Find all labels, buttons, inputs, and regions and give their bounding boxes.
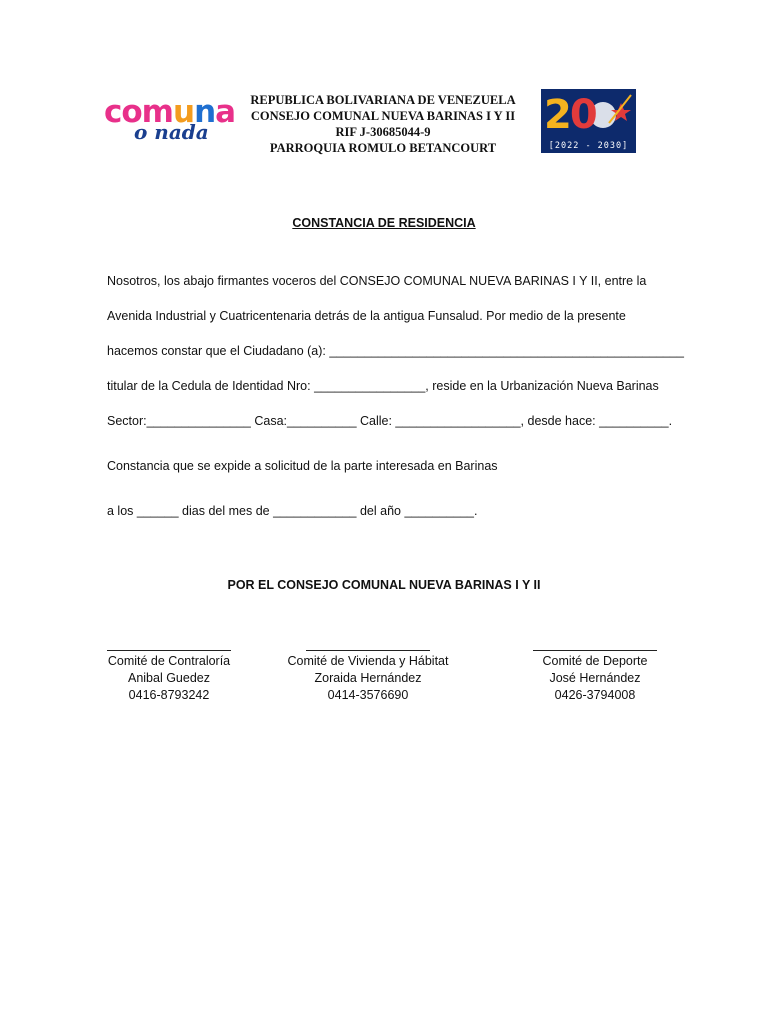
plan-2030-logo xyxy=(541,89,636,153)
header-line-4: PARROQUIA ROMULO BETANCOURT xyxy=(269,141,497,155)
header-line-1: REPUBLICA BOLIVARIANA DE VENEZUELA xyxy=(250,93,516,107)
comuna-logo-word: comuna xyxy=(104,94,236,130)
signature-committee: Comité de Contraloría xyxy=(107,654,231,668)
body-line-3: hacemos constar que el Ciudadano (a): ___________________________________________________ xyxy=(107,344,684,358)
signature-line xyxy=(107,637,231,651)
signature-block-deporte xyxy=(510,637,680,704)
signature-phone: 0416-8793242 xyxy=(128,688,210,702)
signature-line xyxy=(533,637,657,651)
signature-committee: Comité de Vivienda y Hábitat xyxy=(287,654,449,668)
signature-block-contraloria xyxy=(84,637,254,704)
body-line-6: Constancia que se expide a solicitud de la parte interesada en Barinas xyxy=(107,459,498,473)
comuna-o-nada-logo xyxy=(104,96,236,146)
body-line-4: titular de la Cedula de Identidad Nro: ________________, reside en la Urbanización Nueva Barinas xyxy=(107,379,659,393)
header-line-3: RIF J-30685044-9 xyxy=(335,125,431,139)
logo-tagline: o nada xyxy=(134,120,209,144)
signature-committee: Comité de Deporte xyxy=(542,654,648,668)
logo-years: [2022 - 2030] xyxy=(548,141,629,151)
document-title: CONSTANCIA DE RESIDENCIA xyxy=(292,216,476,230)
body-line-7: a los ______ dias del mes de ____________ del año __________. xyxy=(107,504,478,518)
body-line-2: Avenida Industrial y Cuatricentenaria detrás de la antigua Funsalud. Por medio de la presente xyxy=(107,309,626,323)
signature-phone: 0414-3576690 xyxy=(327,688,409,702)
document-header xyxy=(240,92,526,156)
body-line-5: Sector:_______________ Casa:__________ Calle: __________________, desde hace: __________. xyxy=(107,414,673,428)
signature-name: Zoraida Hernández xyxy=(314,671,422,685)
signature-name: Anibal Guedez xyxy=(127,671,210,685)
header-line-2: CONSEJO COMUNAL NUEVA BARINAS I Y II xyxy=(250,109,516,123)
signature-block-vivienda xyxy=(278,637,458,704)
footer-title: POR EL CONSEJO COMUNAL NUEVA BARINAS I Y II xyxy=(227,578,541,592)
logo-number: 20 xyxy=(544,92,596,138)
signature-name: José Hernández xyxy=(549,671,641,685)
signature-line xyxy=(306,637,430,651)
signature-phone: 0426-3794008 xyxy=(554,688,636,702)
body-line-1: Nosotros, los abajo firmantes voceros del CONSEJO COMUNAL NUEVA BARINAS I Y II, entre la xyxy=(107,274,647,288)
